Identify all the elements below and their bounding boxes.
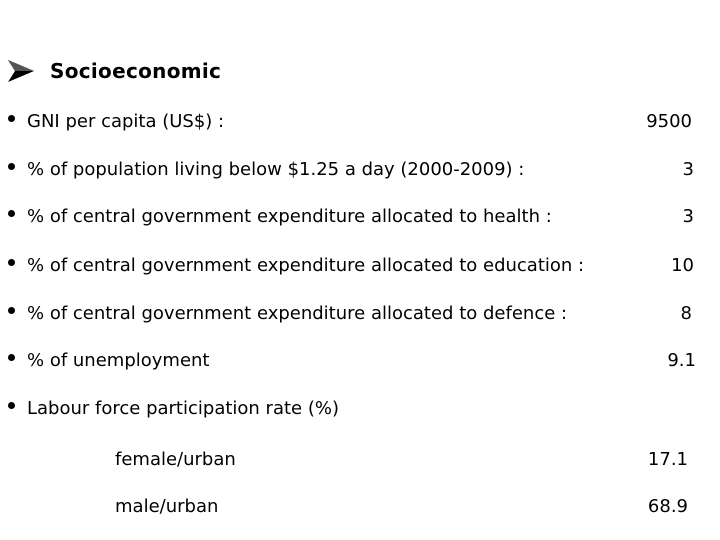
sub-list-item — [0, 449, 720, 477]
sub-item-label: male/urban — [115, 496, 219, 517]
item-label: % of central government expenditure allocated to defence : — [27, 303, 568, 324]
item-label: GNI per capita (US$) : — [27, 111, 225, 132]
item-label: Labour force participation rate (%) — [27, 398, 339, 419]
item-value: 3 — [682, 206, 694, 227]
arrow-bullet-icon — [6, 56, 36, 86]
sub-item-label: female/urban — [115, 449, 236, 470]
list-item — [8, 255, 720, 283]
list-item — [8, 398, 720, 426]
item-value: 8 — [680, 303, 692, 324]
item-value: 9500 — [646, 111, 692, 132]
bullet-icon — [8, 402, 15, 409]
section-heading — [6, 56, 221, 86]
item-label: % of central government expenditure allocated to health : — [27, 206, 552, 227]
bullet-icon — [8, 259, 15, 266]
bullet-icon — [8, 354, 15, 361]
item-value: 9.1 — [667, 350, 696, 371]
bullet-icon — [8, 210, 15, 217]
list-item — [8, 350, 720, 378]
item-label: % of population living below $1.25 a day (2000-2009) : — [27, 159, 525, 180]
bullet-icon — [8, 163, 15, 170]
item-value: 3 — [682, 159, 694, 180]
list-item — [8, 303, 720, 331]
sub-item-value: 17.1 — [647, 449, 688, 470]
item-label: % of central government expenditure allocated to education : — [27, 255, 585, 276]
bullet-icon — [8, 115, 15, 122]
section-title: Socioeconomic — [50, 59, 222, 83]
list-item — [8, 159, 720, 187]
item-label: % of unemployment — [27, 350, 210, 371]
bullet-icon — [8, 307, 15, 314]
item-value: 10 — [671, 255, 694, 276]
sub-list-item — [0, 496, 720, 524]
list-item — [8, 206, 720, 234]
list-item — [8, 111, 720, 139]
sub-item-value: 68.9 — [647, 496, 688, 517]
